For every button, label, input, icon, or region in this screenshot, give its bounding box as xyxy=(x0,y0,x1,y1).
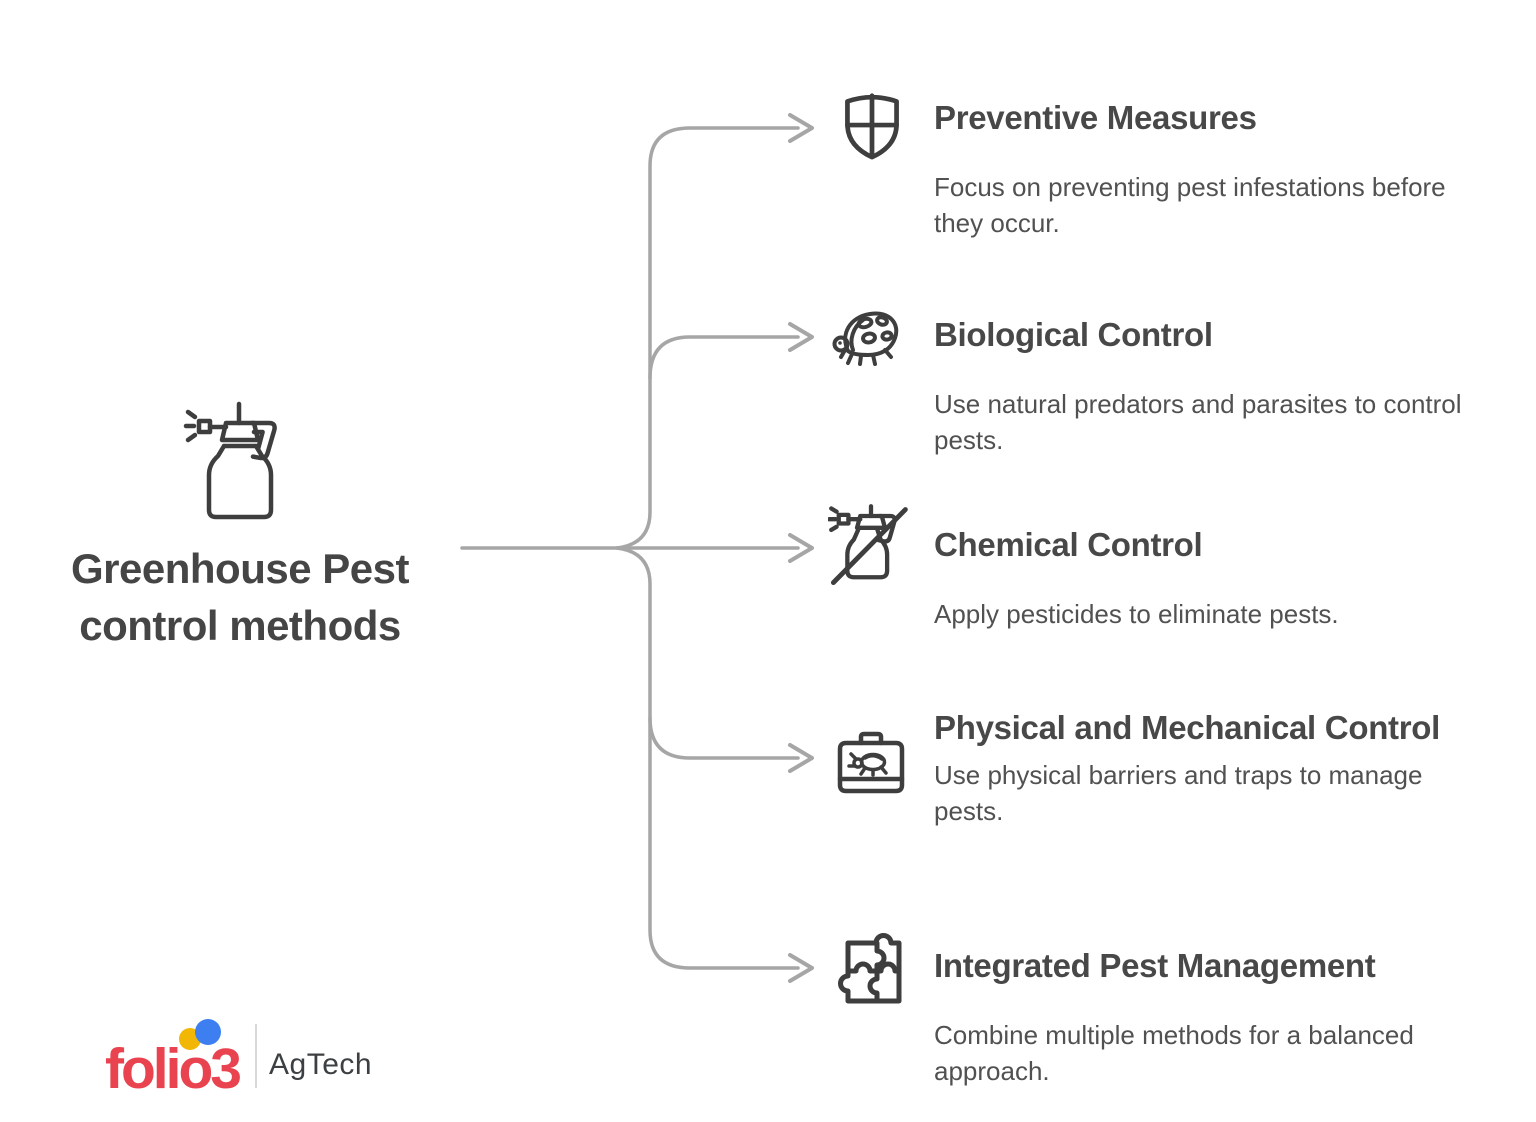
branch-title: Biological Control xyxy=(934,316,1213,353)
branch-preventive-measures xyxy=(830,95,1520,242)
connector-biological xyxy=(650,337,798,378)
ladybug-icon xyxy=(830,304,910,375)
branch-title: Physical and Mechanical Control xyxy=(934,709,1441,746)
branch-biological-control xyxy=(830,312,1520,459)
branch-text xyxy=(934,943,1490,1090)
branch-text xyxy=(934,705,1490,830)
logo-suffix-text: AgTech xyxy=(269,1048,373,1081)
branch-description: Use physical barriers and traps to manage pests. xyxy=(934,759,1423,827)
branch-description: Focus on preventing pest infestations before they occur. xyxy=(934,171,1446,239)
branch-chemical-control xyxy=(830,522,1520,632)
branch-text xyxy=(934,522,1490,632)
branch-description: Combine multiple methods for a balanced approach. xyxy=(934,1019,1414,1087)
logo-divider xyxy=(255,1024,257,1088)
crossed-out-sprayer-icon xyxy=(828,502,914,593)
branch-description: Apply pesticides to eliminate pests. xyxy=(934,598,1339,629)
bug-trap-icon xyxy=(834,725,908,808)
logo-brand-text: folio3 xyxy=(105,1037,239,1101)
shield-cross-icon xyxy=(838,89,906,168)
branch-text xyxy=(934,95,1490,242)
branch-physical-mechanical-control xyxy=(830,705,1520,830)
branch-text xyxy=(934,312,1490,459)
connector-physical xyxy=(650,718,798,758)
spray-bottle-icon xyxy=(182,398,302,526)
branch-title: Chemical Control xyxy=(934,526,1203,563)
branch-title: Integrated Pest Management xyxy=(934,947,1376,984)
root-title: Greenhouse Pest control methods xyxy=(71,545,409,650)
folio3-agtech-logo xyxy=(105,1018,435,1110)
branch-title: Preventive Measures xyxy=(934,99,1257,136)
puzzle-pieces-icon xyxy=(836,929,910,1014)
branch-description: Use natural predators and parasites to control pests. xyxy=(934,388,1462,456)
branch-integrated-pest-management xyxy=(830,943,1520,1090)
